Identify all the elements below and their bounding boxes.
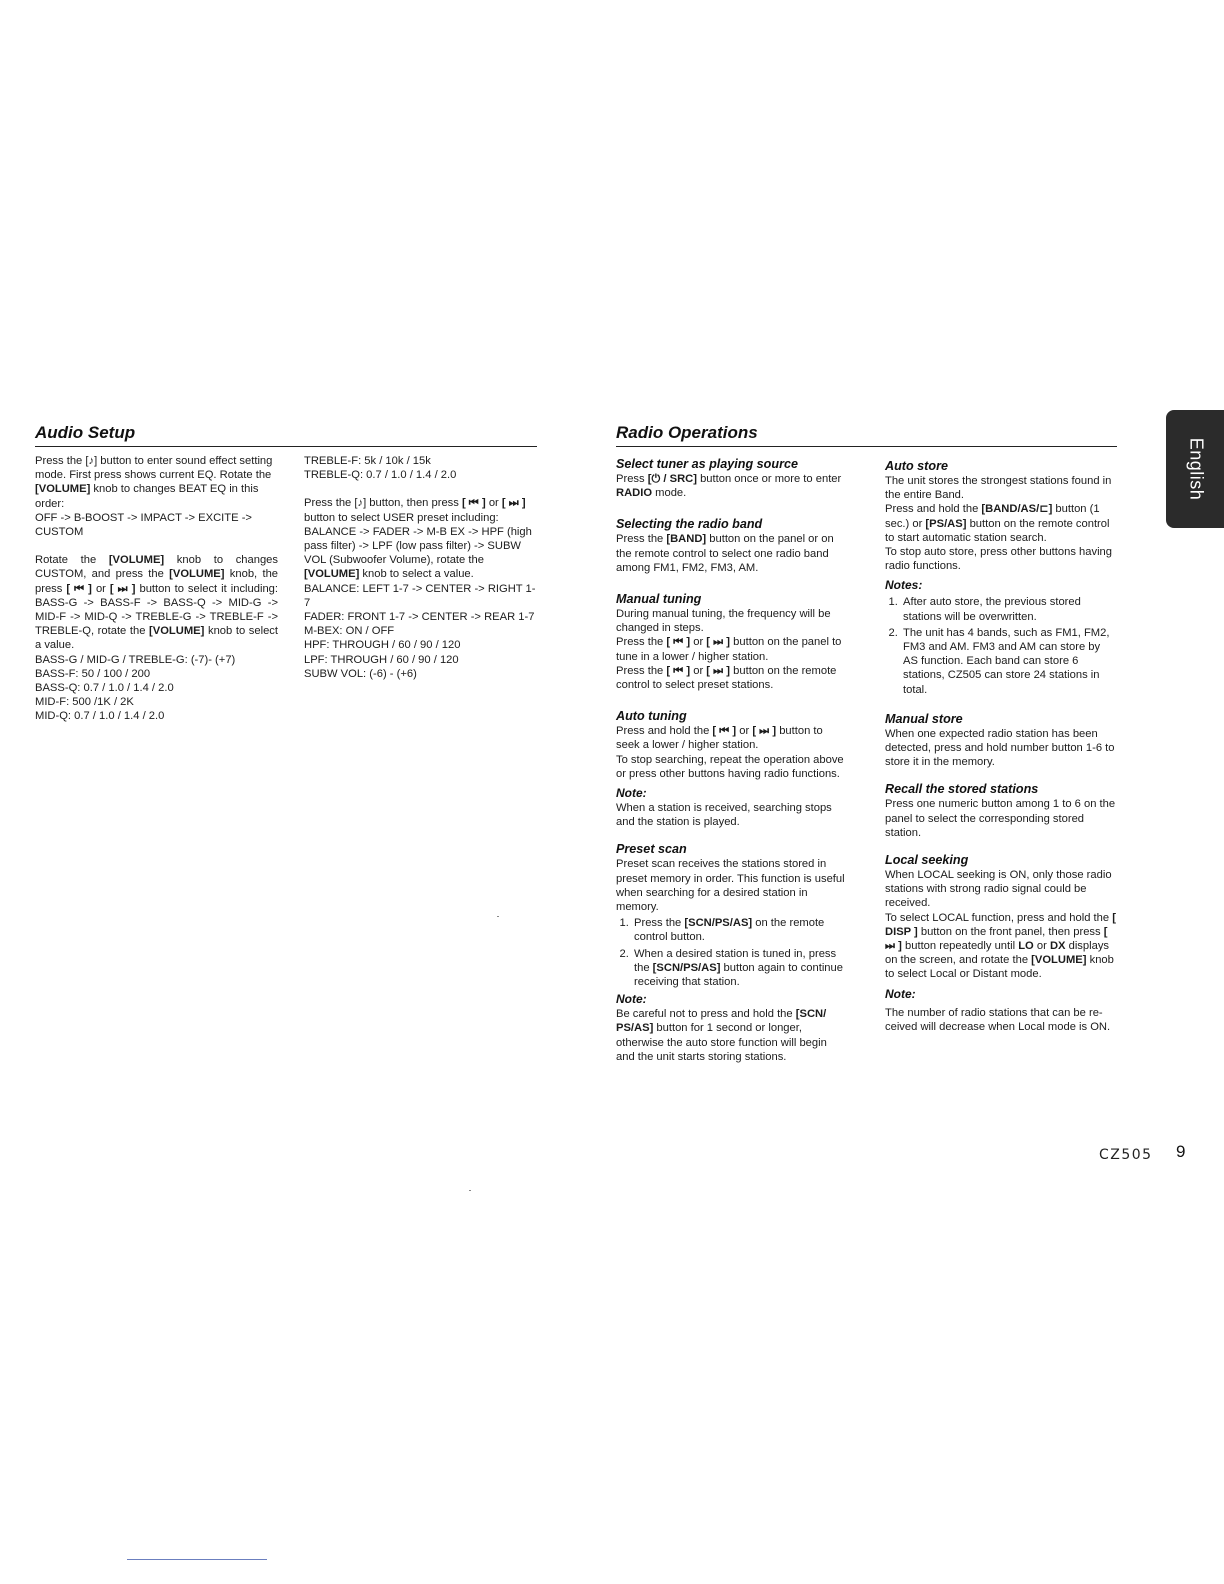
- manual-tuning-text: During manual tuning, the frequency will be changed in steps.: [616, 608, 831, 635]
- value-line: SUBW VOL: (-6) - (+6): [304, 667, 417, 680]
- value-line: BASS-Q: 0.7 / 1.0 / 1.4 / 2.0: [35, 682, 174, 695]
- user-preset-order: BALANCE -> FADER -> M-B EX -> HPF (high pass filter) -> LPF (low pass filter) -> SUBW VOL (Subwoofer Volume), rotate the [VOLUME] knob to select a value.: [304, 525, 532, 581]
- audio-setup-column-2: [304, 454, 536, 681]
- auto-tuning-note-label: Note:: [616, 786, 647, 801]
- recall-text: Press one numeric button among 1 to 6 on the panel to select the corresponding stored station.: [885, 798, 1116, 839]
- value-line: MID-Q: 0.7 / 1.0 / 1.4 / 2.0: [35, 710, 165, 723]
- list-item: 1. After auto store, the previous stored stations will be overwritten.: [901, 595, 1117, 623]
- select-tuner-heading: Select tuner as playing source: [616, 457, 798, 471]
- preset-scan-note-label: Note:: [616, 992, 647, 1007]
- prev-icon: [ ⏮ ]: [66, 582, 92, 595]
- value-line: MID-F: 500 /1K / 2K: [35, 696, 134, 709]
- auto-store-text: The unit stores the strongest stations found in the entire Band.: [885, 475, 1112, 502]
- audio-eq-paragraph: Press the [♪] button to enter sound effect setting mode. First press shows current EQ. Rotate the [VOLUME] knob to changes BEAT EQ in this order:: [35, 455, 273, 510]
- audio-setup-title: Audio Setup: [35, 423, 136, 442]
- radio-operations-rule: [616, 446, 1117, 447]
- list-item: 2. When a desired station is tuned in, press the [SCN/PS/AS] button again to continue receiving that station.: [632, 947, 847, 990]
- prev-icon: [ ⏮ ]: [712, 725, 737, 738]
- next-icon: [ ⏭ ]: [706, 664, 731, 677]
- auto-store-stop: To stop auto store, press other buttons having radio functions.: [885, 546, 1112, 573]
- preset-scan-heading: Preset scan: [616, 842, 687, 857]
- list-item: 1. Press the [SCN/PS/AS] on the remote control button.: [632, 916, 847, 944]
- auto-tuning-text: Press and hold the [ ⏮ ] or [ ⏭ ] button to seek a lower / higher station.: [616, 725, 823, 752]
- manual-tuning-heading: Manual tuning: [616, 592, 702, 607]
- manual-store-heading: Manual store: [885, 711, 963, 726]
- preset-scan-note: Be careful not to press and hold the [SCN/ PS/AS] button for 1 second or longer, otherwise the auto store function will begin and the unit starts storing stations.: [616, 1008, 827, 1063]
- local-seeking-note-label: Note:: [885, 986, 916, 1001]
- radio-column-2: [885, 458, 1117, 1034]
- audio-setup-column-1: [35, 454, 278, 724]
- language-tab: [1166, 410, 1224, 528]
- auto-tuning-heading: Auto tuning: [616, 709, 687, 724]
- next-icon: [ ⏭ ]: [109, 582, 136, 595]
- page-number: 9: [1176, 1142, 1186, 1161]
- audio-setup-rule: [35, 446, 537, 447]
- value-line: LPF: THROUGH / 60 / 90 / 120: [304, 653, 459, 666]
- preset-scan-text: Preset scan receives the stations stored in preset memory in order. This function is useful when searching for a desired station in memory.: [616, 858, 845, 914]
- note-icon: ♪: [357, 497, 364, 510]
- next-icon: [ ⏭ ]: [706, 636, 731, 649]
- select-tuner-text: Press [⏻ / SRC] button once or more to enter RADIO mode.: [616, 473, 842, 500]
- value-line: M-BEX: ON / OFF: [304, 625, 395, 638]
- auto-store-heading: Auto store: [885, 459, 948, 473]
- auto-tuning-stop: To stop searching, repeat the operation above or press other buttons having radio functions.: [616, 753, 844, 780]
- value-line: TREBLE-Q: 0.7 / 1.0 / 1.4 / 2.0: [304, 469, 457, 482]
- radio-operations-title: Radio Operations: [616, 423, 758, 442]
- next-icon: [ ⏭ ]: [752, 725, 777, 738]
- scan-speck: [497, 916, 499, 917]
- selecting-band-text: Press the [BAND] button on the panel or on the remote control to select one radio band among FM1, FM2, FM3, AM.: [616, 533, 834, 574]
- prev-icon: [ ⏮ ]: [666, 664, 691, 677]
- prev-icon: [ ⏮ ]: [461, 497, 486, 510]
- auto-store-press: Press and hold the [BAND/AS/⊏] button (1 sec.) or [PS/AS] button on the remote control to start automatic station search.: [885, 503, 1110, 544]
- value-line: TREBLE-F: 5k / 10k / 15k: [304, 455, 431, 467]
- auto-store-notes: [885, 595, 1117, 696]
- radio-column-1: [616, 456, 847, 1064]
- local-seeking-text: When LOCAL seeking is ON, only those radio stations with strong radio signal could be received.: [885, 869, 1112, 910]
- manual-tuning-panel: Press the [ ⏮ ] or [ ⏭ ] button on the panel to tune in a lower / higher station.: [616, 636, 842, 663]
- value-line: BASS-G / MID-G / TREBLE-G: (-7)- (+7): [35, 653, 236, 666]
- value-line: BALANCE: LEFT 1-7 -> CENTER -> RIGHT 1-7: [304, 582, 536, 609]
- eq-order: OFF -> B-BOOST -> IMPACT -> EXCITE -> CUSTOM: [35, 511, 252, 539]
- selecting-band-heading: Selecting the radio band: [616, 517, 763, 532]
- value-line: BASS-F: 50 / 100 / 200: [35, 667, 151, 680]
- value-line: FADER: FRONT 1-7 -> CENTER -> REAR 1-7: [304, 611, 535, 624]
- manual-store-text: When one expected radio station has been detected, press and hold number button 1-6 to store it in the memory.: [885, 727, 1115, 769]
- preset-scan-steps: [616, 916, 847, 989]
- list-item: 2. The unit has 4 bands, such as FM1, FM2, FM3 and AM. FM3 and AM can store by AS function. Each band can store 6 stations, CZ505 can store 24 stations in total.: [901, 626, 1117, 697]
- next-icon: [ ⏭ ]: [885, 925, 1108, 953]
- next-icon: [ ⏭ ]: [501, 497, 526, 510]
- local-seeking-note: The number of radio stations that can be re-ceived will decrease when Local mode is ON.: [885, 1006, 1111, 1033]
- auto-store-notes-label: Notes:: [885, 578, 923, 593]
- scan-speck: [469, 1190, 471, 1191]
- note-icon: ♪: [88, 455, 95, 467]
- custom-paragraph: Rotate the [VOLUME] knob to changes CUSTOM, and press the [VOLUME] knob, the press [ ⏮ ] or [ ⏭ ] button to select it including: BASS-G -> BASS-F -> BASS-Q -> MID-G -> MID-F -> MID-Q -> TREBLE-G -> TREBLE-F -> TREBLE-Q, rotate the [VOLUME] knob to select a value.: [35, 554, 279, 652]
- recall-heading: Recall the stored stations: [885, 782, 1039, 797]
- user-preset-paragraph: Press the [♪] button, then press [ ⏮ ] or [ ⏭ ] button to select USER preset including:: [304, 497, 526, 524]
- manual-tuning-remote: Press the [ ⏮ ] or [ ⏭ ] button on the remote control to select preset stations.: [616, 664, 837, 692]
- local-seeking-heading: Local seeking: [885, 853, 969, 868]
- language-tab-label: English: [1186, 437, 1207, 501]
- power-src-button-label: [⏻ / SRC]: [647, 473, 697, 485]
- value-line: HPF: THROUGH / 60 / 90 / 120: [304, 639, 461, 652]
- bottom-edge-line: [127, 1559, 267, 1560]
- model-number: CZ505: [1099, 1147, 1153, 1163]
- prev-icon: [ ⏮ ]: [666, 636, 691, 649]
- local-seeking-steps: To select LOCAL function, press and hold the [ DISP ] button on the front panel, then press [ ⏭ ] button repeatedly until LO or DX displays on the screen, and rotate the [VOLUME] knob to select Local or Distant mode.: [885, 911, 1116, 981]
- auto-tuning-note: When a station is received, searching stops and the station is played.: [616, 802, 832, 829]
